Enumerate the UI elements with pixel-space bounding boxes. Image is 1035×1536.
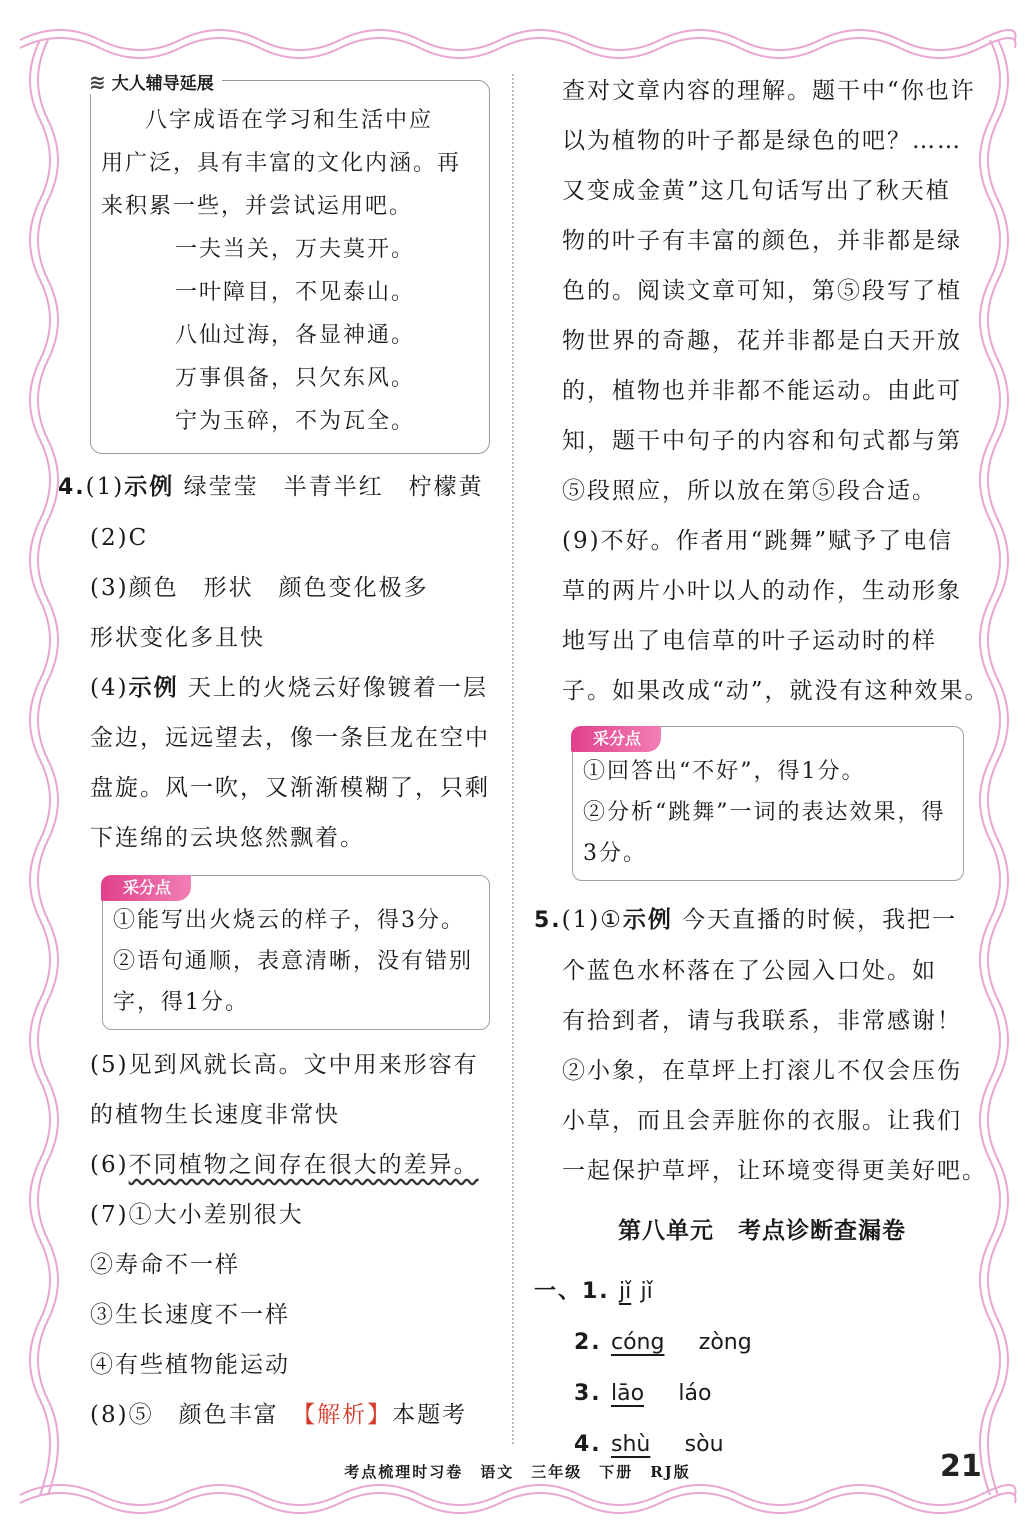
q4-7-line-1: (7)①大小差别很大 <box>90 1202 304 1228</box>
pinyin-row-1: 一、1. jǐ jǐ <box>534 1279 653 1304</box>
pinyin-option: láo <box>678 1381 712 1406</box>
cont-line-4: 物的叶子有丰富的颜色，并非都是绿 <box>562 228 962 254</box>
pinyin-row-2: 2. cóng zòng <box>574 1330 752 1355</box>
column-divider <box>512 74 514 1444</box>
q4-5-line-1: (5)见到风就长高。文中用来形容有 <box>90 1052 479 1078</box>
cont-line-6: 物世界的奇趣，花并非都是白天开放 <box>562 328 962 354</box>
idiom-5: 宁为玉碎，不为瓦全。 <box>175 409 416 434</box>
score1-line-2: ②语句通顺，表意清晰，没有错别 <box>113 949 474 974</box>
score-tag: 采分点 <box>101 875 191 901</box>
pinyin-answer: shù <box>610 1432 651 1457</box>
score-box-2 <box>572 726 964 881</box>
q9-line-4: 子。如果改成“动”，就没有这种效果。 <box>562 678 990 704</box>
pinyin-answer: cóng <box>610 1330 665 1355</box>
pinyin-row-4: 4. shù sòu <box>574 1432 724 1457</box>
q5-line-3: 有拾到者，请与我联系，非常感谢！ <box>562 1008 962 1034</box>
q4-2: (2)C <box>90 525 149 551</box>
cont-line-8: 知，题干中句子的内容和句式都与第 <box>562 428 962 454</box>
q4-7-line-4: ④有些植物能运动 <box>90 1352 290 1378</box>
wave-lines-icon: ≋ <box>89 69 106 94</box>
q9-line-2: 草的两片小叶以人的动作，生动形象 <box>562 578 962 604</box>
q5-block <box>534 895 962 946</box>
q5-line-6: 一起保护草坪，让环境变得更美好吧。 <box>562 1158 987 1184</box>
q9-line-1: (9)不好。作者用“跳舞”赋予了电信 <box>562 528 954 554</box>
idiom-1: 一夫当关，万夫莫开。 <box>175 237 416 262</box>
q4-4-line-1: (4)示例 天上的火烧云好像镀着一层 <box>90 675 488 701</box>
tip-intro-3: 来积累一些，并尝试运用吧。 <box>101 194 414 219</box>
q4-5-line-2: 的植物生长速度非常快 <box>90 1102 340 1128</box>
pinyin-answer: jǐ <box>618 1279 632 1304</box>
parent-tip-box <box>89 69 490 454</box>
q5-line-1: 5.(1)①示例 今天直播的时候，我把一 <box>534 907 958 933</box>
cont-line-2: 以为植物的叶子都是绿色的吧？…… <box>562 128 962 154</box>
q4-4-line-2: 金边，远远望去，像一条巨龙在空中 <box>90 725 490 751</box>
q4-8: (8)⑤ 颜色丰富 【解析】本题考 <box>90 1402 468 1428</box>
tip-title: ≋ 大人辅导延展 <box>85 69 222 94</box>
cont-line-3: 又变成金黄”这几句话写出了秋天植 <box>562 178 951 204</box>
q4-block <box>58 462 490 513</box>
q4-6: (6)不同植物之间存在很大的差异。 <box>90 1152 479 1178</box>
q4-1: 4.(1)示例 绿莹莹 半青半红 柠檬黄 <box>58 474 484 500</box>
pinyin-row-3: 3. lāo láo <box>574 1381 712 1406</box>
q4-3a: (3)颜色 形状 颜色变化极多 <box>90 575 429 601</box>
page-footer: 考点梳理时习卷 语文 三年级 下册 RJ版 <box>344 1463 691 1481</box>
score2-line-3: 3分。 <box>583 841 647 866</box>
score1-line-3: 字，得1分。 <box>113 990 249 1015</box>
q4-3b: 形状变化多且快 <box>90 625 265 651</box>
idiom-3: 八仙过海，各显神通。 <box>175 323 416 348</box>
pinyin-option: zòng <box>698 1330 752 1355</box>
pinyin-option: jǐ <box>640 1279 653 1304</box>
pinyin-option: sòu <box>684 1432 724 1457</box>
q5-line-4: ②小象，在草坪上打滚儿不仅会压伤 <box>562 1058 962 1084</box>
page-number: 21 <box>940 1449 982 1484</box>
q9-line-3: 地写出了电信草的叶子运动时的样 <box>562 628 937 654</box>
wavy-underlined-answer: 不同植物之间存在很大的差异。 <box>128 1152 479 1178</box>
q5-line-2: 个蓝色水杯落在了公园入口处。如 <box>562 958 937 984</box>
q4-4-line-3: 盘旋。风一吹，又渐渐模糊了，只剩 <box>90 775 490 801</box>
cont-line-7: 的，植物也并非都不能运动。由此可 <box>562 378 962 404</box>
q4-7-line-3: ③生长速度不一样 <box>90 1302 290 1328</box>
score2-line-1: ①回答出“不好”，得1分。 <box>583 759 866 784</box>
q4-4-line-4: 下连绵的云块悠然飘着。 <box>90 825 365 851</box>
tip-intro-1: 八字成语在学习和生活中应 <box>145 108 434 133</box>
score-box-1 <box>102 875 490 1030</box>
score-tag: 采分点 <box>571 726 661 752</box>
q4-7-line-2: ②寿命不一样 <box>90 1252 240 1278</box>
idiom-4: 万事俱备，只欠东风。 <box>175 366 416 391</box>
cont-line-5: 色的。阅读文章可知，第⑤段写了植 <box>562 278 962 304</box>
cont-line-1: 查对文章内容的理解。题干中“你也许 <box>562 78 976 104</box>
tip-intro-2: 用广泛，具有丰富的文化内涵。再 <box>101 151 462 176</box>
idiom-2: 一叶障目，不见泰山。 <box>175 280 416 305</box>
cont-line-9: ⑤段照应，所以放在第⑤段合适。 <box>562 478 937 504</box>
analysis-tag: 【解析】 <box>303 1402 393 1428</box>
pinyin-answer: lāo <box>610 1381 645 1406</box>
left-column <box>58 66 490 1440</box>
q5-line-5: 小草，而且会弄脏你的衣服。让我们 <box>562 1108 962 1134</box>
unit-heading: 第八单元 考点诊断查漏卷 <box>618 1218 906 1244</box>
score2-line-2: ②分析“跳舞”一词的表达效果，得 <box>583 800 946 825</box>
score1-line-1: ①能写出火烧云的样子，得3分。 <box>113 908 465 933</box>
